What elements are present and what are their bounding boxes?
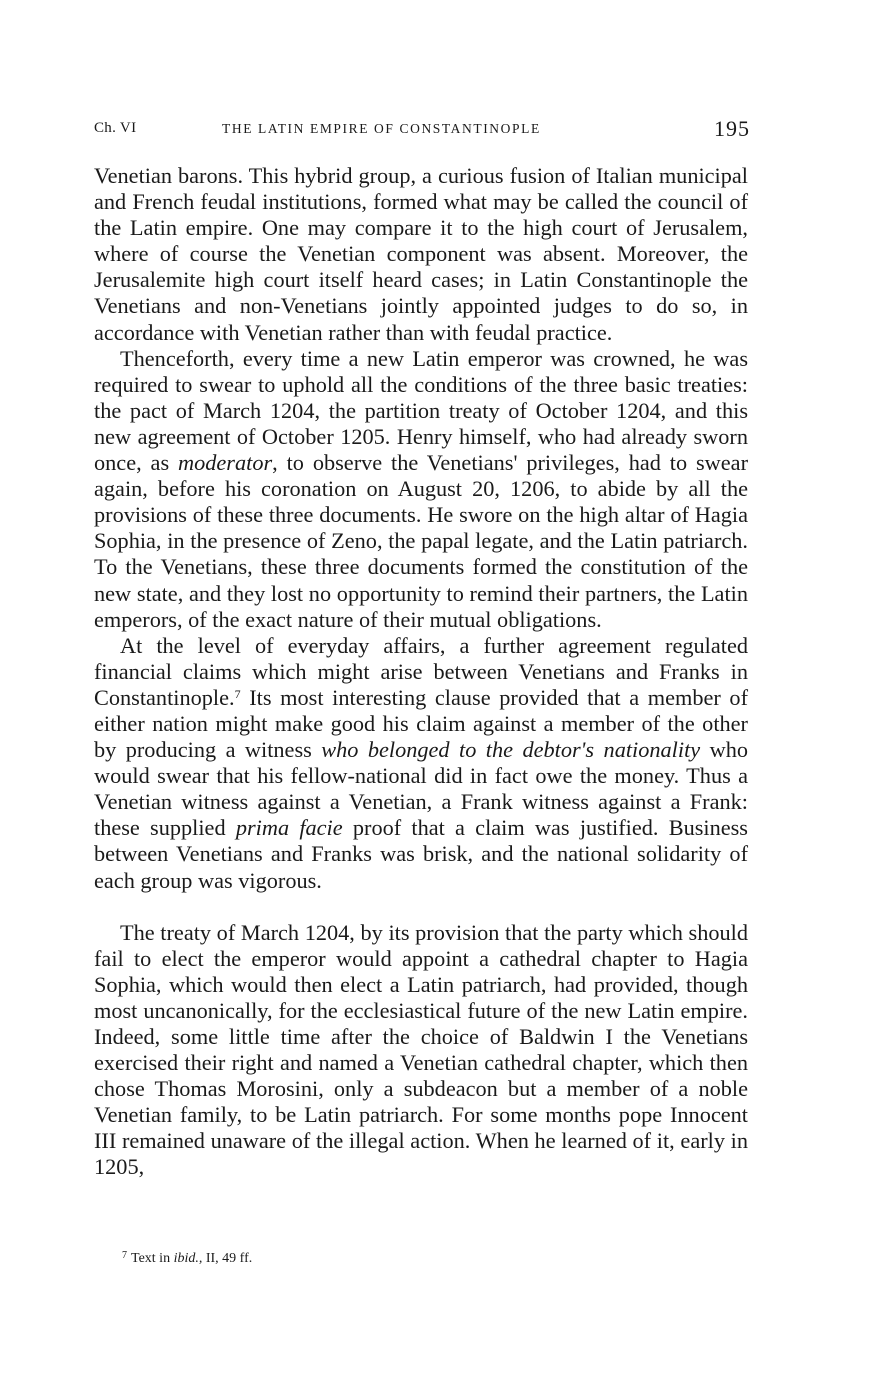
paragraph-1: Venetian barons. This hybrid group, a curious fusion of Italian municipal and French feudal institutions, formed what may be called the council of the Latin empire. One may compare it to the high court of Jerusalem, where of course the Venetian component was absent. Moreover, the Jerusalemite high court itself heard cases; in Latin Constantinople the Venetians and non-Venetians jointly appointed judges to do so, in accordance with Venetian rather than with feudal practice. (94, 163, 748, 345)
paragraph-3-text-b: Its most interesting clause provided that a member of either nation might make good his claim against a member of the other by producing a witness (94, 684, 748, 763)
paragraph-3-text-c: who would swear that his fellow-national did in fact owe the money. Thus a Venetian witness against a Venetian, a Frank witness against a Frank: these supplied (94, 737, 748, 841)
paragraph-4: The treaty of March 1204, by its provision that the party which should fail to elect the emperor would appoint a cathedral chapter to Hagia Sophia, which would then elect a Latin patriarch, had provided, though most uncanonically, for the ecclesiastical future of the new Latin empire. Indeed, some little time after the choice of Baldwin I the Venetians exercised their right and named a Venetian cathedral chapter, which then chose Thomas Morosini, only a subdeacon but a member of a noble Venetian family, to be Latin patriarch. For some months pope Innocent III remained unaware of the illegal action. When he learned of it, early in 1205, (94, 919, 748, 1180)
footnote-reference: 7 (234, 686, 241, 701)
paragraph-2-text-a: Thenceforth, every time a new Latin emperor was crowned, he was required to swear to uphold all the conditions of the three basic treaties: the pact of March 1204, the partition treaty of October 1204, and this new agreement of October 1205. Henry himself, who had already sworn once, as (94, 345, 748, 476)
paragraph-3 (94, 633, 748, 894)
paragraph-3-italic-2: prima facie (235, 815, 343, 841)
footnote (122, 1247, 252, 1268)
paragraph-3-italic-1: who belonged to the debtor's nationality (321, 737, 701, 763)
footnote-number: 7 (122, 1250, 127, 1261)
running-title: THE LATIN EMPIRE OF CONSTANTINOPLE (222, 121, 541, 136)
footnote-text-b: II, 49 ff. (202, 1251, 253, 1266)
paragraph-2-italic: moderator (178, 450, 273, 476)
paragraph-2-text-b: , to observe the Venetians' privileges, had to swear again, before his coronation on August 20, 1206, to abide by all the provisions of these three documents. He swore on the high altar of Hagia Sophia, in the presence of Zeno, the papal legate, and the Latin patriarch. To the Venetians, these three documents formed the constitution of the new state, and they lost no opportunity to remind their partners, the Latin emperors, of the exact nature of their mutual obligations. (94, 450, 749, 632)
paragraph-3-text-d: proof that a claim was justified. Business between Venetians and Franks was brisk, and the national solidarity of each group was vigorous. (94, 815, 748, 893)
body-text (94, 163, 748, 1181)
footnote-italic: ibid., (173, 1251, 203, 1266)
paragraph-2 (94, 346, 748, 633)
page-number: 195 (714, 116, 750, 141)
running-head (94, 118, 750, 142)
chapter-label: Ch. VI (94, 120, 137, 136)
paragraph-3-text-a: At the level of everyday affairs, a further agreement regulated financial claims which might arise between Venetians and Franks in Constantinople. (94, 632, 748, 710)
footnote-text-a: Text in (131, 1251, 174, 1266)
